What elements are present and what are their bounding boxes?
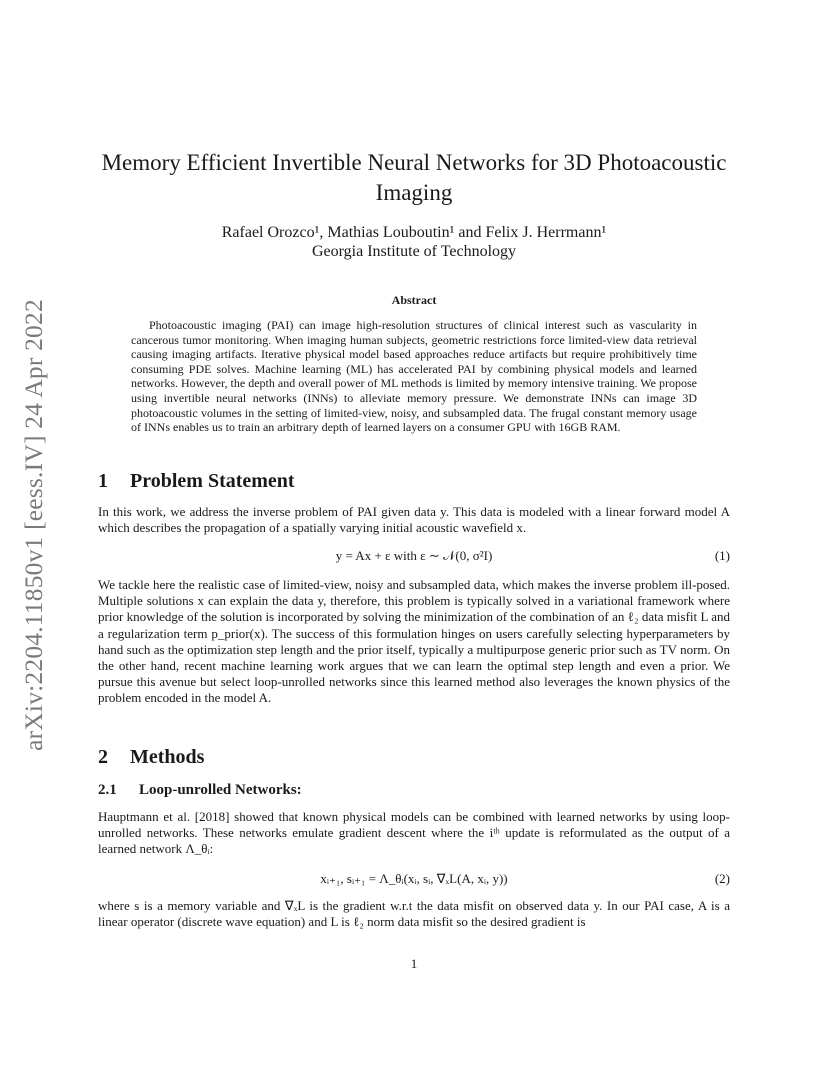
equation-2 — [98, 871, 730, 889]
abstract-heading: Abstract — [391, 293, 437, 307]
arxiv-sidebar-stamp — [14, 280, 54, 770]
section-1-paragraph-2: We tackle here the realistic case of limited-view, noisy and subsampled data, which makes the inverse problem ill-posed. Multiple solutions x can explain the data y, therefore, this problem is typically solved in a variational framework where prior knowledge of the solution is incorporated by solving the minimization of the combination of an ℓ₂ data misfit L and a regularization term p_prior(x). The success of this formulation hinges on users carefully selecting hyperparameters by hand such as the optimization step length and the prior itself, typically a multipurpose generic prior such as TV norm. On the other hand, recent machine learning work argues that we can learn the optimal step length and even a prior. We pursue this avenue but select loop-unrolled networks since this learned method also leverages the known physics of the problem encoded in the model A. — [98, 577, 730, 706]
subsection-2-1-paragraph-2: where s is a memory variable and ∇ₓL is the gradient w.r.t the data misfit on observed data y. In our PAI case, A is a linear operator (discrete wave equation) and L is ℓ₂ norm data misfit so the desired gradient is — [98, 898, 730, 930]
section-number: 2 — [98, 746, 108, 768]
subsection-2-1-heading — [98, 782, 302, 799]
section-number: 1 — [98, 470, 108, 492]
section-1-heading — [98, 470, 295, 493]
subsection-title: Loop-unrolled Networks: — [139, 782, 302, 798]
section-title: Problem Statement — [130, 470, 295, 492]
equation-1-number: (1) — [714, 548, 730, 563]
affiliation: Georgia Institute of Technology — [311, 243, 517, 260]
abstract-body: Photoacoustic imaging (PAI) can image high-resolution structures of clinical interest such as vascularity in cancerous tumor monitoring. When imaging human subjects, geometric restrictions force limited-view data retrieval causing imaging artifacts. Iterative physical model based approaches reduce artifacts but require prohibitively time consuming PDE solves. Machine learning (ML) has accelerated PAI by combining physical models and learned networks. However, the depth and overall power of ML methods is limited by memory intensive training. We propose using invertible neural networks (INNs) to alleviate memory pressure. We demonstrate INNs can image 3D photoacoustic volumes in the setting of limited-view, noisy, and subsampled data. The frugal constant memory usage of INNs enables us to train an arbitrary depth of learned layers on a consumer GPU with 16GB RAM. — [131, 318, 697, 435]
section-1-paragraph-1: In this work, we address the inverse problem of PAI given data y. This data is modeled with a linear forward model A which describes the propagation of a spatially varying initial acoustic wavefield x. — [98, 504, 730, 536]
arxiv-identifier: arXiv:2204.11850v1 [eess.IV] 24 Apr 2022 — [19, 299, 48, 751]
author-list: Rafael Orozco¹, Mathias Louboutin¹ and Felix J. Herrmann¹ — [221, 224, 607, 241]
section-title: Methods — [130, 746, 205, 768]
equation-1 — [98, 548, 730, 566]
equation-1-body: y = Ax + ε with ε ∼ 𝒩(0, σ²I) — [335, 548, 493, 563]
subsection-number: 2.1 — [98, 782, 117, 798]
equation-2-number: (2) — [714, 871, 730, 886]
subsection-2-1-paragraph-1: Hauptmann et al. [2018] showed that known physical models can be combined with learned networks by using loop-unrolled networks. These networks emulate gradient descent where the iᵗʰ update is reformulated as the output of a learned network Λ_θᵢ: — [98, 809, 730, 857]
section-2-heading — [98, 746, 204, 769]
title-line-1: Memory Efficient Invertible Neural Networks for 3D Photoacoustic — [101, 150, 727, 175]
equation-2-body: xᵢ₊₁, sᵢ₊₁ = Λ_θᵢ(xᵢ, sᵢ, ∇ₓL(A, xᵢ, y)) — [320, 871, 508, 886]
page-number: 1 — [410, 956, 418, 971]
title-line-2: Imaging — [375, 180, 453, 205]
paper-title — [98, 148, 730, 208]
